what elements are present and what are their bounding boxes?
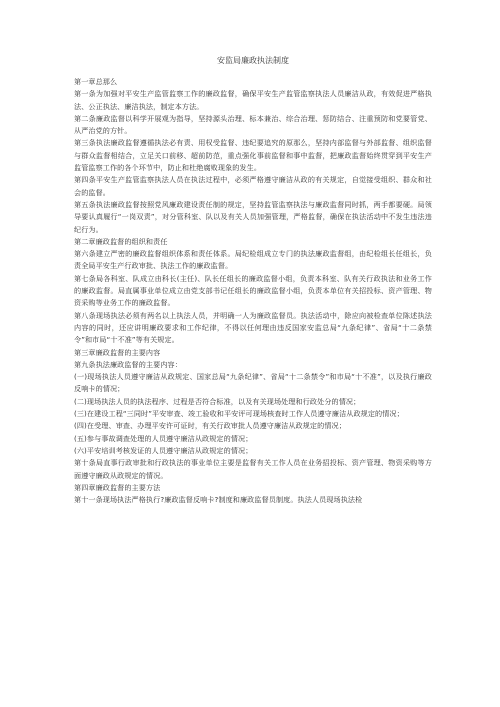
paragraph: (三)在建设工程“三同时”平安审查、竣工验收和平安评可现场核查时工作人员遵守廉洁从政规定的情况； <box>74 409 404 419</box>
paragraph: 第一条为加强对平安生产监管监察工作的廉政监督，确保平安生产监管监察执法人员廉洁从政，有效促进严格执法、公正执法、廉洁执法，制定本方法。 <box>74 89 432 111</box>
paragraph: 第六条建立严密的廉政监督组织体系和责任体系。局纪检组成立专门的执法廉政监督组，由纪检组长任组长，负责全局平安生产行政审批、执法工作的廉政监督。 <box>74 249 432 271</box>
document-page <box>74 56 432 506</box>
paragraph: 第二条廉政监督以科学开展观为指导，坚持源头治理、标本兼治、综合治理、惩防结合、注重预防和党要管党、从严治党的方针。 <box>74 113 432 136</box>
paragraph: 第五条执法廉政监督按照党风廉政建设责任制的规定，坚持监管监察执法与廉政监督同时抓，两手都要硬。局领导要认真履行“一岗双责”，对分管科室、队以及有关人员加强管理，严格监督，确保在执法活动中不发生违法违纪行为。 <box>74 199 432 234</box>
paragraph: 第九条执法廉政监督的主要内容： <box>74 359 182 369</box>
paragraph: 第一章总那么 <box>74 77 118 86</box>
paragraph: 第四章廉政监督的主要方法 <box>74 482 161 492</box>
paragraph: (二)现场执法人员的执法程序、过程是否符合标准，以及有关现场处理和行政处分的情况； <box>74 396 361 406</box>
paragraph: (一)现场执法人员遵守廉洁从政规定、国家总局“九条纪律”、省局“十二条禁令”和市局“十不准”，以及执行廉政反响卡的情况； <box>74 372 432 394</box>
paragraph: 第四条平安生产监管监察执法人员在执法过程中，必须严格遵守廉洁从政的有关规定，自觉接受组织、群众和社会的监督。 <box>74 175 432 197</box>
paragraph: 第三条执法廉政监督遵循执法必有责、用权受监督、违纪要追究的原那么，坚持内部监督与外部监督、组织监督与群众监督相结合，立足关口前移、超前防范，重点强化事前监督和事中监督，把廉政监督始终贯穿到平安生产监管监察工作的各个环节中，防止和杜绝腐败现象的发生。 <box>74 138 432 173</box>
paragraph: (六)平安培训考核发证的人员遵守廉洁从政规定的情况； <box>74 445 253 455</box>
paragraph: 第三章廉政监督的主要内容 <box>74 347 161 357</box>
paragraph: (五)参与事故调查处理的人员遵守廉洁从政规定的情况； <box>74 433 253 443</box>
document-title: 安监局廉政执法制度 <box>217 56 289 65</box>
paragraph: 第二章廉政监督的组织和责任 <box>74 236 168 246</box>
paragraph: 第十一条现场执法严格执行?廉政监督反响卡?制度和廉政监督员制度。执法人员现场执法检 <box>74 495 363 505</box>
paragraph: 第十条局直事行政审批和行政执法的事业单位主要是监督有关工作人员在业务招投标、资产管理、物资采购等方面遵守廉政从政规定的情况。 <box>74 458 432 480</box>
paragraph: (四)在受理、审查、办理平安许可证时，有关行政审批人员遵守廉洁从政规定的情况； <box>74 421 346 431</box>
paragraph: 第七条局各科室、队成立由科长(主任)、队长任组长的廉政监督小组，负责本科室、队有关行政执法和业务工作的廉政监督。局直属事业单位成立由党支部书记任组长的廉政监督小组，负责本单位有关招投标、资产管理、物资采购等业务工作的廉政监督。 <box>74 273 432 308</box>
document-body <box>74 76 432 506</box>
paragraph: 第八条现场执法必须有两名以上执法人员，并明确一人为廉政监督员。执法活动中，除应向被检查单位陈述执法内容的同时，还应讲明廉政要求和工作纪律，不得以任何理由违反国家安监总局“九条纪律”、省局“十二条禁令”和市局“十不准”等有关规定。 <box>74 310 432 345</box>
